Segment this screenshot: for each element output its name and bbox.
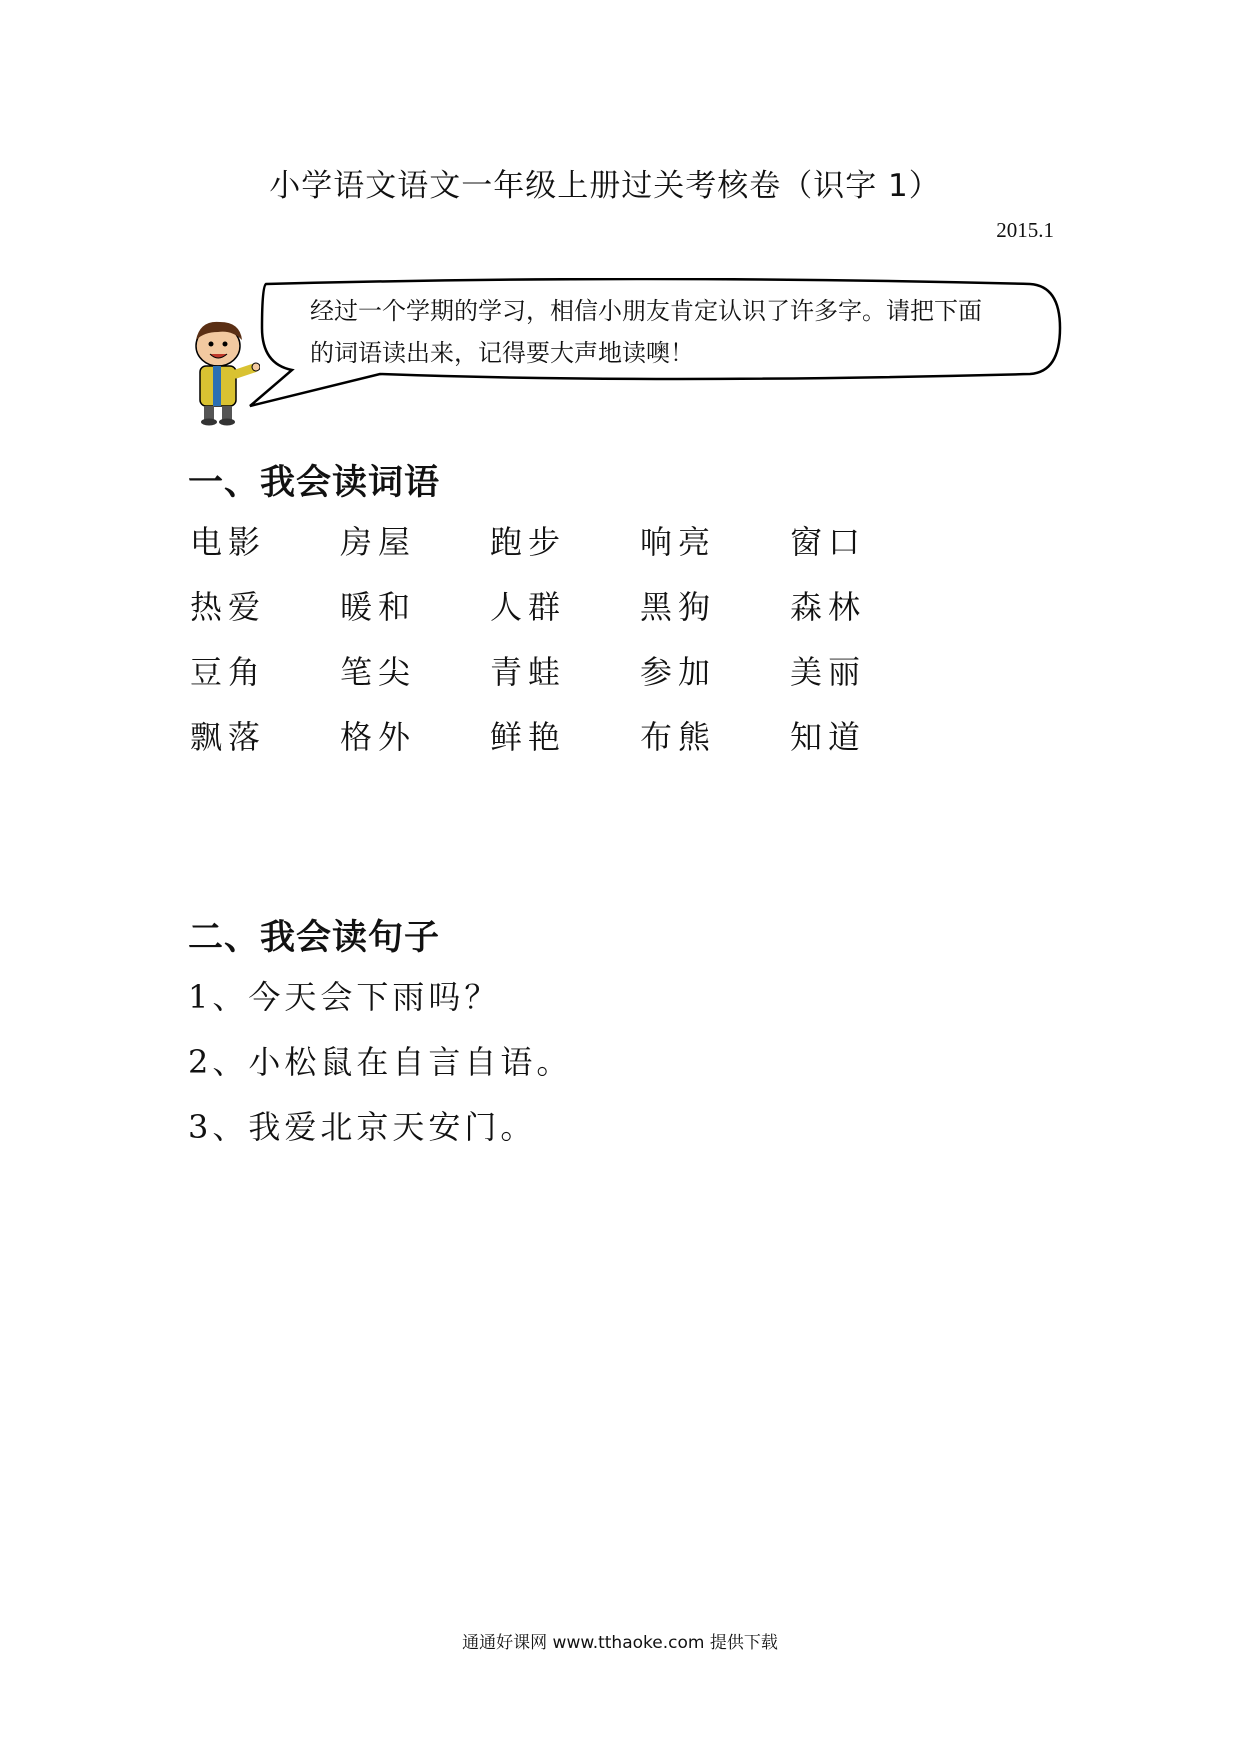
word-item: 电影 — [190, 523, 267, 561]
word-item: 跑步 — [490, 523, 567, 561]
word-item: 笔尖 — [340, 653, 417, 691]
page-title: 小学语文语文一年级上册过关考核卷（识字 1） — [269, 168, 941, 204]
word-item: 热爱 — [190, 588, 267, 626]
boy-cartoon-icon — [180, 318, 260, 426]
speech-line: 的词语读出来，记得要大声地读噢！ — [310, 339, 694, 367]
word-item: 鲜艳 — [490, 718, 567, 756]
word-item: 响亮 — [640, 523, 717, 561]
word-item: 布熊 — [640, 718, 717, 756]
speech-bubble-text — [310, 290, 1050, 374]
sentence-item: 3、我爱北京天安门。 — [188, 1108, 537, 1146]
word-grid — [190, 517, 940, 777]
sentence-item: 1、今天会下雨吗？ — [188, 978, 501, 1016]
section-heading-sentences: 二、我会读句子 — [188, 918, 441, 958]
footer-credit: 通通好课网 www.tthaoke.com 提供下载 — [462, 1633, 778, 1653]
word-item: 房屋 — [340, 523, 417, 561]
sentence-item: 2、小松鼠在自言自语。 — [188, 1043, 573, 1081]
word-item: 人群 — [490, 588, 567, 626]
sentence-list — [188, 975, 572, 1170]
section-heading-words: 一、我会读词语 — [188, 463, 441, 503]
word-item: 豆角 — [190, 653, 267, 691]
word-item: 知道 — [790, 718, 867, 756]
word-item: 飘落 — [190, 718, 267, 756]
word-item: 青蛙 — [490, 653, 567, 691]
word-item: 森林 — [790, 588, 867, 626]
word-item: 窗口 — [790, 523, 867, 561]
word-item: 黑狗 — [640, 588, 717, 626]
word-item: 暖和 — [340, 588, 417, 626]
date-label: 2015.1 — [996, 218, 1054, 242]
word-item: 美丽 — [790, 653, 867, 691]
word-item: 参加 — [640, 653, 717, 691]
speech-line: 经过一个学期的学习，相信小朋友肯定认识了许多字。请把下面 — [310, 297, 982, 325]
word-item: 格外 — [340, 718, 417, 756]
